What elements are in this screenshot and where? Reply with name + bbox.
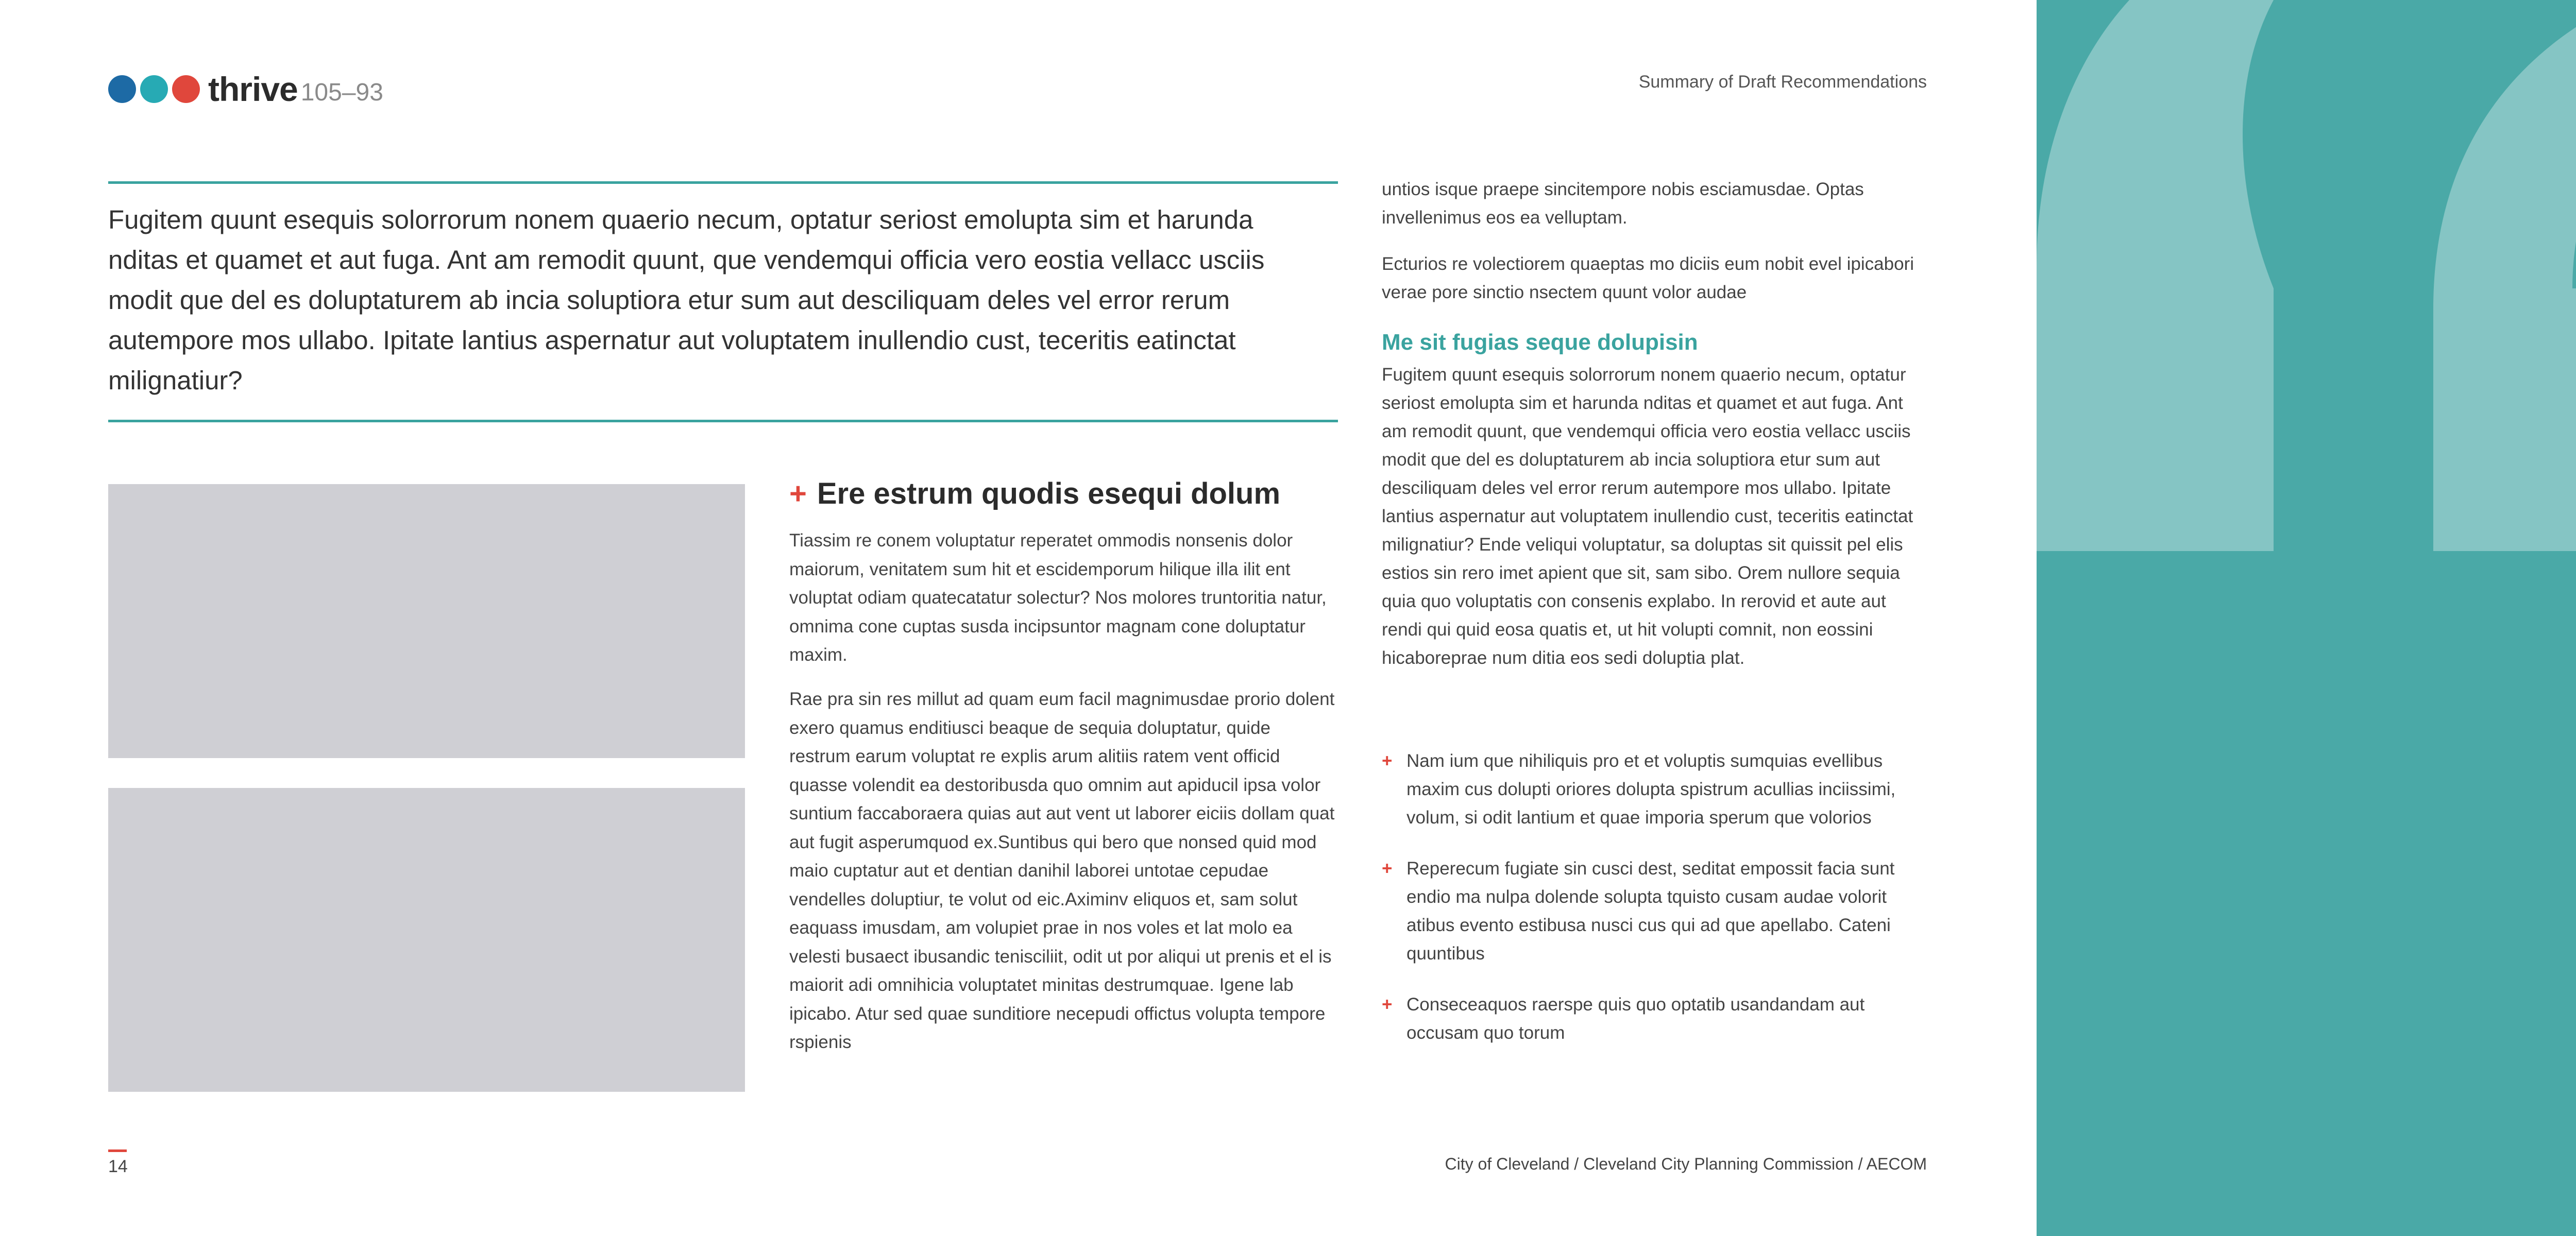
section-heading-text: Ere estrum quodis esequi dolum bbox=[817, 477, 1281, 510]
mid-paragraph-2: Rae pra sin res millut ad quam eum facil magnimusdae prorio dolent exero quamus enditiusci beaque de sequia doluptatur, quide restrum earum voluptat re explis arum alitiis ratem vent officid quasse volendit ea destoribusda quo omnim aut apiducil ipsa volor suntium faccaboraera quias aut aut vent ut laborer eiciis dollam quat aut fugit asperumquod ex.Suntibus qui bero que nonsed quid mod maio cuptatur aut et dentian danihil laborei untotae cepudae vendelles doluptiur, te volut od eic.Aximinv eliquos et, sam solut eaquass imusdam, am volupiet prae in nos voles et lat molo ea velesti busaect ibusandic tenisciliit, odit ut por aliqui ut prenis et el is maiorit adi omnihicia voluptatet minitas destrumquae. Igene lab ipicabo. Atur sed quae sunditiore necepudi offictus volupta tempore rspienis bbox=[789, 689, 1335, 1052]
logo-circle-red-icon bbox=[172, 75, 200, 103]
intro-paragraph: Fugitem quunt esequis solorrorum nonem quaerio necum, optatur seriost emolupta sim et harunda nditas et quamet et aut fuga. Ant am remodit quunt, que vendemqui officia vero eostia vellacc usciis modit que del es doluptaturem ab incia soluptiora etur sum aut desciliquam deles vel error rerum autempore mos ullabo. Ipitate lantius aspernatur aut voluptatem inullendio cust, teceritis eatinctat milignatiur? bbox=[108, 205, 1265, 395]
right-col-paragraph-3: Fugitem quunt esequis solorrorum nonem quaerio necum, optatur seriost emolupta sim et harunda nditas et quamet et aut fuga. Ant am remodit quunt, que vendemqui officia vero eostia vellacc usciis modit que del es doluptaturem ab incia soluptiora etur sum aut desciliquam deles vel error rerum autempore mos ullabo. Ipitate lantius aspernatur aut voluptatem inullendio cust, teceritis eatinctat milignatiur? Ende veliqui voluptatur, sa doluptas sit quissit pel elis estios sin rero imet apient que sit, sam sibo. Orem nullore sequia quia quo voluptatis con consenis explabo. In rerovid et aute aut rendi qui quid eosa quatis et, ut hit volupti comnit, non eossini hicaboreprae num ditia eos sedi doluptia plat. bbox=[1382, 365, 1913, 668]
plus-icon: + bbox=[789, 477, 807, 510]
logo-circle-blue-icon bbox=[108, 75, 136, 103]
logo-brand-text: thrive bbox=[208, 70, 298, 108]
intro-top-rule bbox=[108, 181, 1338, 184]
bullet-text: Reperecum fugiate sin cusci dest, seditat empossit facia sunt endio ma nulpa dolende solupta tquisto cusam audae volorit atibus evento estibusa nusci cus qui ad que apellabo. Cateni quuntibus bbox=[1406, 859, 1895, 964]
right-col-subheading: Me sit fugias seque dolupisin bbox=[1382, 330, 1698, 355]
logo-circle-teal-icon bbox=[140, 75, 168, 103]
intro-bottom-rule bbox=[108, 420, 1338, 422]
right-page bbox=[2037, 0, 2576, 1236]
right-col-paragraph-1: untios isque praepe sincitempore nobis esciamusdae. Optas invellenimus eos ea velluptam. bbox=[1382, 179, 1864, 228]
plus-bullet-icon: + bbox=[1382, 751, 1393, 771]
list-item bbox=[1382, 747, 1927, 832]
section-heading bbox=[789, 476, 1335, 511]
thrive-logo bbox=[108, 70, 383, 108]
quote-mark-left-icon bbox=[2037, 0, 2284, 556]
plus-bullet-icon: + bbox=[1382, 859, 1393, 879]
mid-paragraph-1: Tiassim re conem voluptatur reperatet ommodis nonsenis dolor maiorum, venitatem sum hit et escidemporum hilique illa ilit ent voluptat odiam quatecatatur solectur? Nos molores truntoritia natur, omnima cone cuptas susda incipsuntor magnam cone doluptatur maxim. bbox=[789, 530, 1327, 665]
image-placeholder-bottom bbox=[108, 788, 745, 1092]
section-title: Summary of Draft Recommendations bbox=[1638, 72, 1927, 92]
bullet-text: Nam ium que nihiliquis pro et et voluptis sumquias evellibus maxim cus dolupti oriores dolupta spistrum acullias inciissimi, volum, si odit lantium et quae imporia sperum que volorios bbox=[1406, 751, 1896, 828]
list-item bbox=[1382, 990, 1927, 1047]
page-number-rule bbox=[108, 1149, 127, 1152]
plus-bullet-icon: + bbox=[1382, 994, 1393, 1015]
footer-credit: City of Cleveland / Cleveland City Planning Commission / AECOM bbox=[1445, 1155, 1927, 1173]
logo-number: 105–93 bbox=[300, 79, 383, 106]
list-item bbox=[1382, 854, 1927, 968]
page-number: 14 bbox=[108, 1157, 128, 1176]
right-col-paragraph-2: Ecturios re volectiorem quaeptas mo diciis eum nobit evel ipicabori verae pore sinctio nsectem quunt volor audae bbox=[1382, 254, 1914, 302]
bullet-list bbox=[1382, 747, 1927, 1070]
bullet-text: Conseceaquos raerspe quis quo optatib usandandam aut occusam quo torum bbox=[1406, 994, 1865, 1043]
image-placeholder-top bbox=[108, 484, 745, 758]
quote-mark-right-icon bbox=[2418, 0, 2576, 556]
